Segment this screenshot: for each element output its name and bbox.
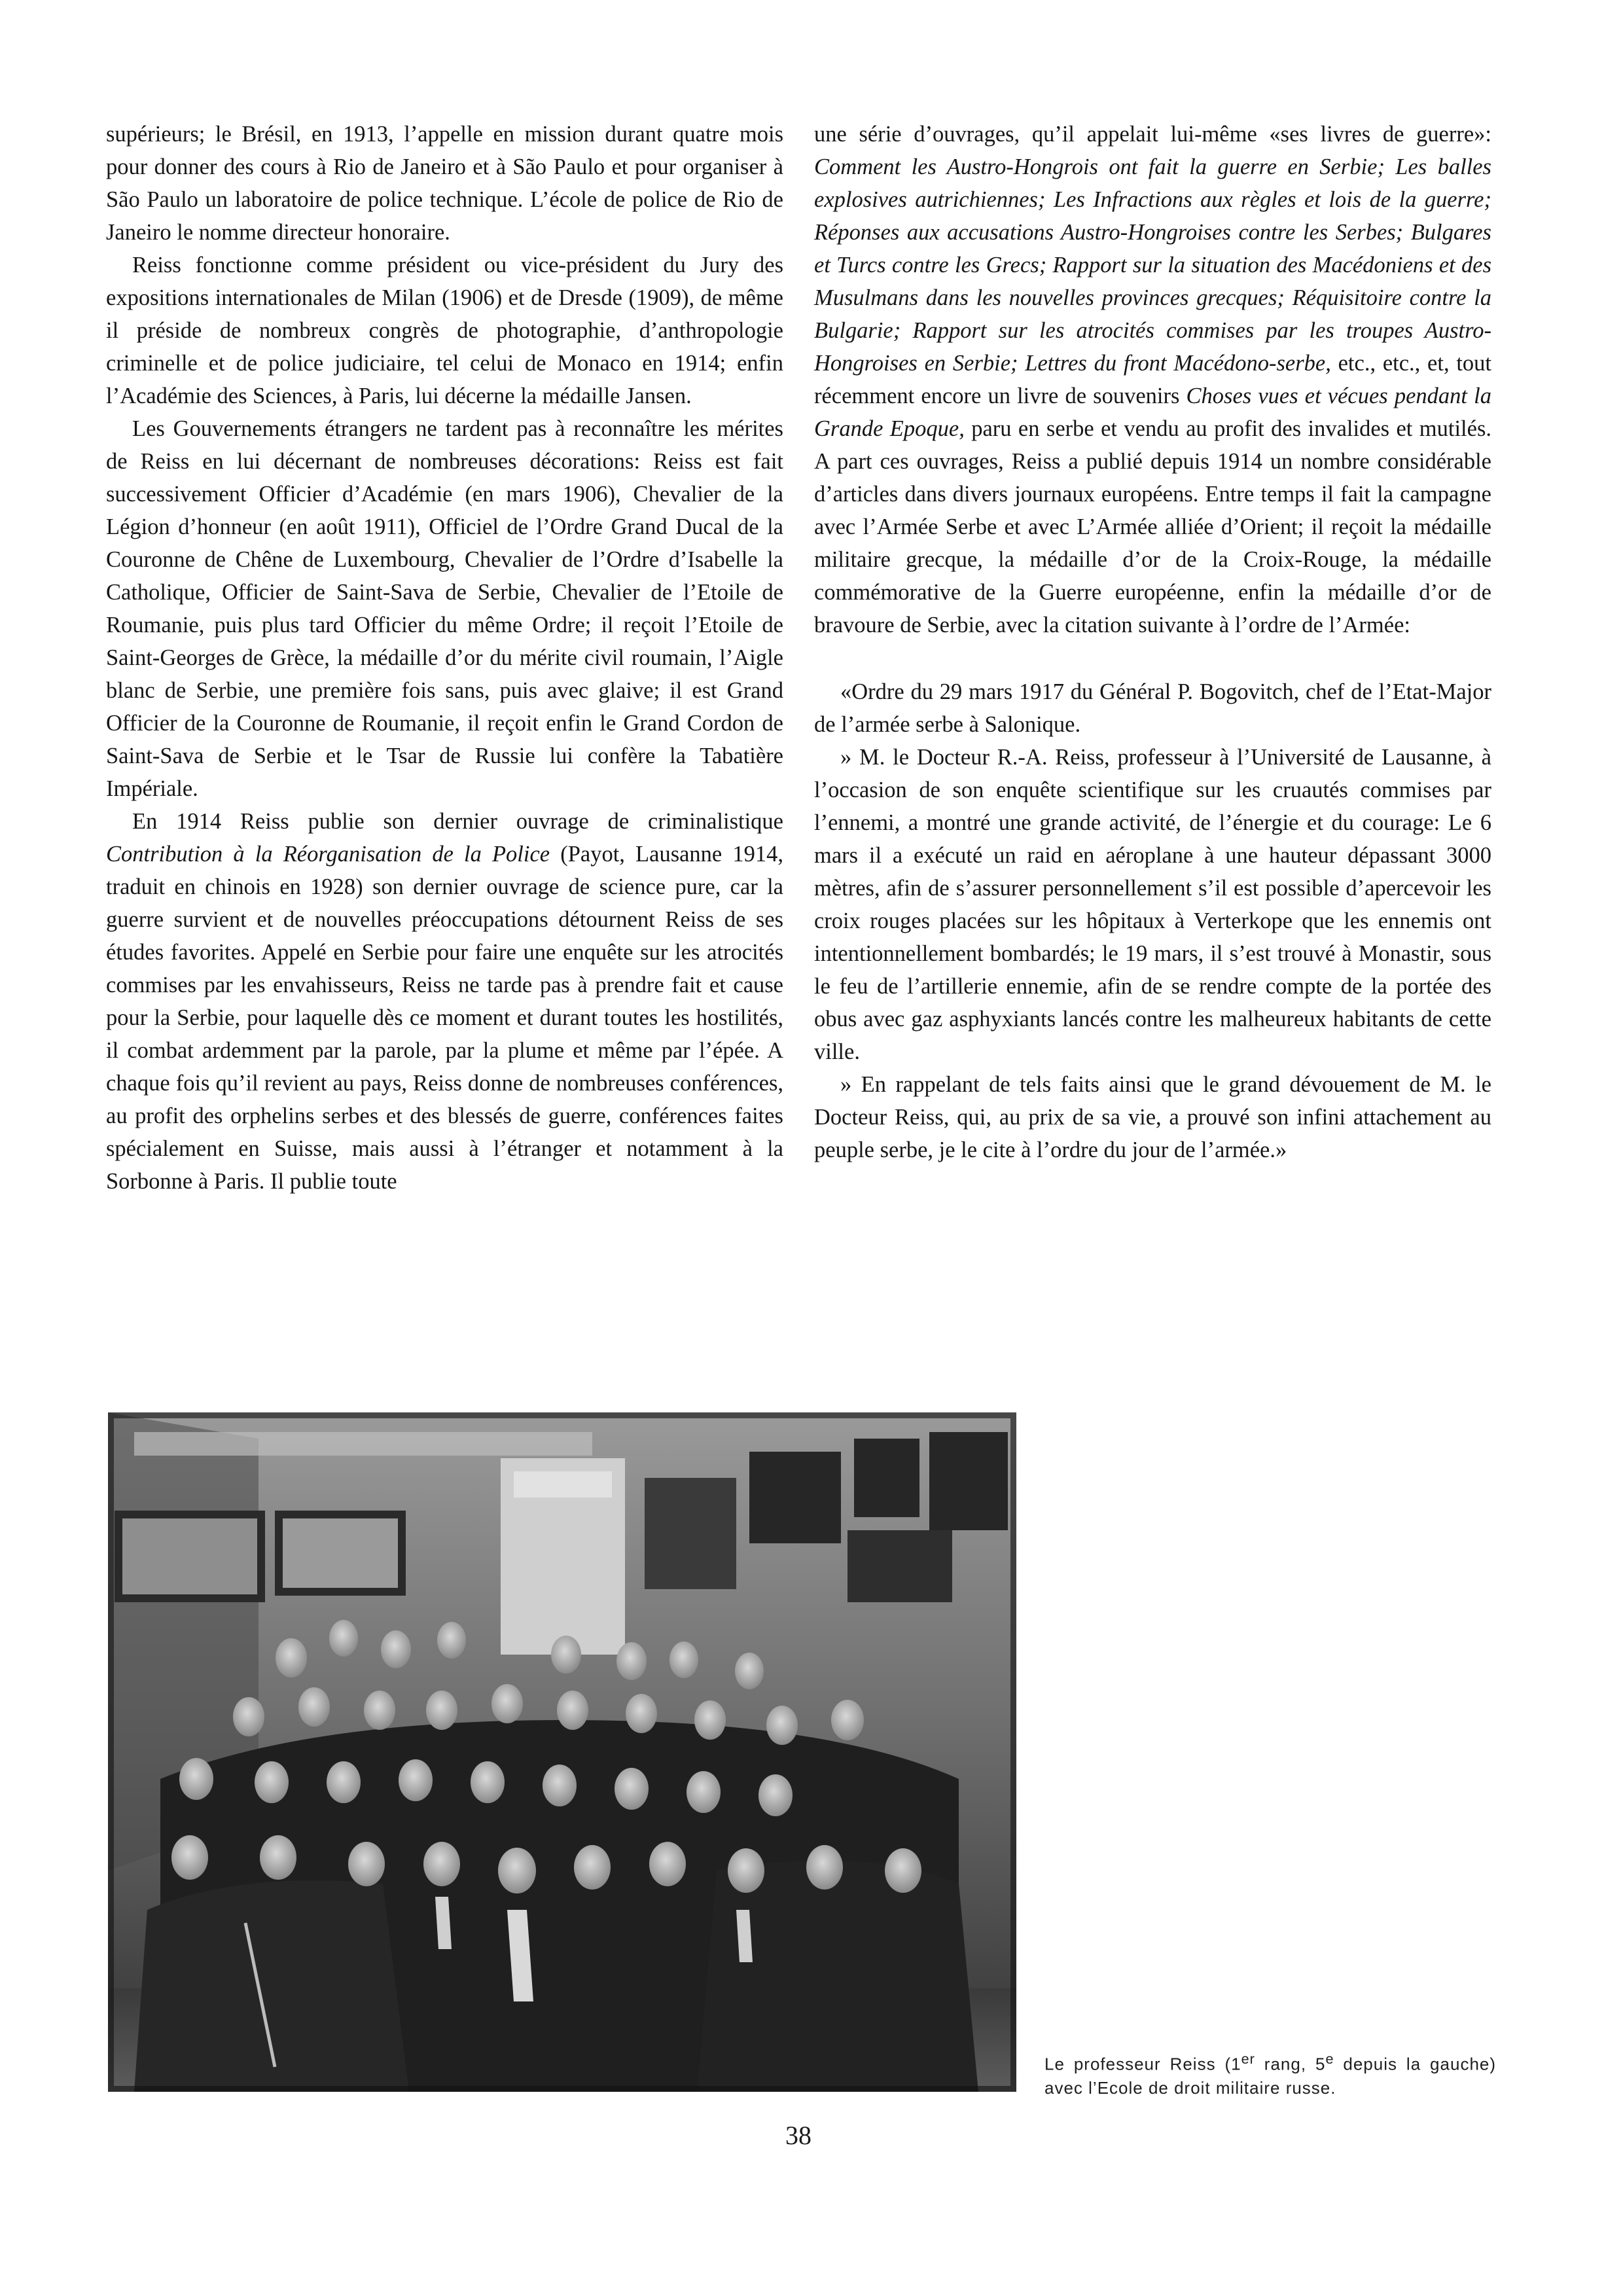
left-paragraph-3: Les Gouvernements étrangers ne tardent pas à reconnaître les mérites de Reiss en lui décernant de nombreuses décorations: Reiss est fait successivement Officier d’Académie (en mars 1906), Chevalier de la Légion d’honneur (en août 1911), Officiel de l’Ordre Grand Ducal de la Couronne de Chêne de Luxembourg, Chevalier de l’Ordre d’Isabelle la Catholique, Officier de Saint-Sava de Serbie, Chevalier de l’Etoile de Roumanie, puis plus tard Officier du même Ordre; il reçoit l’Etoile de Saint-Georges de Grèce, la médaille d’or du mérite civil roumain, l’Aigle blanc de Serbie, une première fois sans, puis avec glaive; il est Grand Officier de la Couronne de Roumanie, il reçoit enfin le Grand Cordon de Saint-Sava de Serbie et le Tsar de Russie lui confère la Tabatière Impériale. [106,416,783,801]
caption-text-a: Le professeur Reiss (1 [1044,2054,1241,2074]
left-paragraph-4-text-a: En 1914 Reiss publie son dernier ouvrage de criminalistique [132,809,783,834]
book-title-contribution: Contribution à la Réorganisation de la Police [106,842,550,867]
right-paragraph-1-text-b: etc., etc., et, tout récemment encore un livre de souvenirs [814,351,1491,408]
group-photograph [108,1412,1016,2092]
left-paragraph-2: Reiss fonctionne comme président ou vice-président du Jury des expositions internationales de Milan (1906) et de Dresde (1909), de même il préside de nombreux congrès de photographie, d’anthropologie criminelle et de police judiciaire, tel celui de Monaco en 1914; enfin l’Académie des Sciences, à Paris, lui décerne la médaille Jansen. [106,253,783,408]
left-paragraph-4-text-b: (Payot, Lausanne 1914, traduit en chinois en 1928) son dernier ouvrage de science pure, car la guerre survient et de nouvelles préoccupations détournent Reiss de ses études favorites. Appelé en Serbie pour faire une enquête sur les atrocités commises par les envahisseurs, Reiss ne tarde pas à prendre fait et cause pour la Serbie, pour laquelle dès ce moment et durant toutes les hostilités, il combat ardemment par la parole, par la plume et même par l’épée. A chaque fois qu’il revient au pays, Reiss donne de nombreuses conférences, au profit des orphelins serbes et des blessés de guerre, conférences faites spécialement en Suisse, mais aussi à l’étranger et notamment à la Sorbonne à Paris. Il publie toute [106,842,783,1194]
left-column [106,118,783,1198]
right-paragraph-1 [814,118,1491,641]
right-paragraph-1-text-c: paru en serbe et vendu au profit des invalides et mutilés. A part ces ouvrages, Reiss a publié depuis 1914 un nombre considérable d’articles dans divers journaux européens. Entre temps il fait la campagne avec l’Armée Serbe et avec L’Armée alliée d’Orient; il reçoit la médaille militaire grecque, la médaille d’or de la Croix-Rouge, la médaille commémorative de la Guerre européenne, enfin la médaille d’or de bravoure de Serbie, avec la citation suivante à l’ordre de l’Armée: [814,416,1491,637]
citation-order-heading: «Ordre du 29 mars 1917 du Général P. Bogovitch, chef de l’Etat-Major de l’armée serbe à Salonique. [814,679,1491,737]
caption-superscript-e: e [1325,2051,1334,2067]
left-paragraph-1: supérieurs; le Brésil, en 1913, l’appelle en mission durant quatre mois pour donner des cours à Rio de Janeiro et à São Paulo et pour organiser à São Paulo un laboratoire de police technique. L’école de police de Rio de Janeiro le nomme directeur honoraire. [106,122,783,245]
war-books-titles: Comment les Austro-Hongrois ont fait la guerre en Serbie; Les balles explosives autrichiennes; Les Infractions aux règles et lois de la guerre; Réponses aux accusations Austro-Hongroises contre les Serbes; Bulgares et Turcs contre les Grecs; Rapport sur la situation des Macédoniens et des Musulmans dans les nouvelles provinces grecques; Réquisitoire contre la Bulgarie; Rapport sur les atrocités commises par les troupes Austro-Hongroises en Serbie; Lettres du front Macédono-serbe, [814,154,1491,376]
citation-body: » M. le Docteur R.-A. Reiss, professeur à l’Université de Lausanne, à l’occasion de son enquête scientifique sur les cruautés commises par l’ennemi, a montré une grande activité, de l’énergie et du courage: Le 6 mars il a exécuté un raid en aéroplane à une hauteur dépassant 3000 mètres, afin de s’assurer personnellement s’il est possible d’apercevoir les croix rouges placées sur les hôpitaux à Verterkope que les ennemis ont intentionnellement bombardés; le 19 mars, il s’est trouvé à Monastir, sous le feu de l’artillerie ennemie, afin de se rendre compte de la portée des obus avec gaz asphyxiants lancés contre les malheureux habitants de cette ville. [814,745,1491,1064]
caption-superscript-er: er [1241,2051,1255,2067]
book-title-choses-vues: Choses vues et vécues pendant la Grande Epoque, [814,384,1491,441]
right-column [814,118,1491,1166]
photo-caption [1044,2047,1496,2100]
left-paragraph-4 [106,805,783,1198]
page-number: 38 [785,2121,812,2150]
caption-text-b: rang, 5 [1255,2054,1326,2074]
right-paragraph-1-text-a: une série d’ouvrages, qu’il appelait lui-même «ses livres de guerre»: [814,122,1491,147]
caption-text-c: depuis la gauche) avec l’Ecole de droit militaire russe. [1044,2054,1497,2098]
citation-conclusion: » En rappelant de tels faits ainsi que le grand dévouement de M. le Docteur Reiss, qui, au prix de sa vie, a prouvé son infini attachement au peuple serbe, je le cite à l’ordre du jour de l’armée.» [814,1072,1491,1162]
